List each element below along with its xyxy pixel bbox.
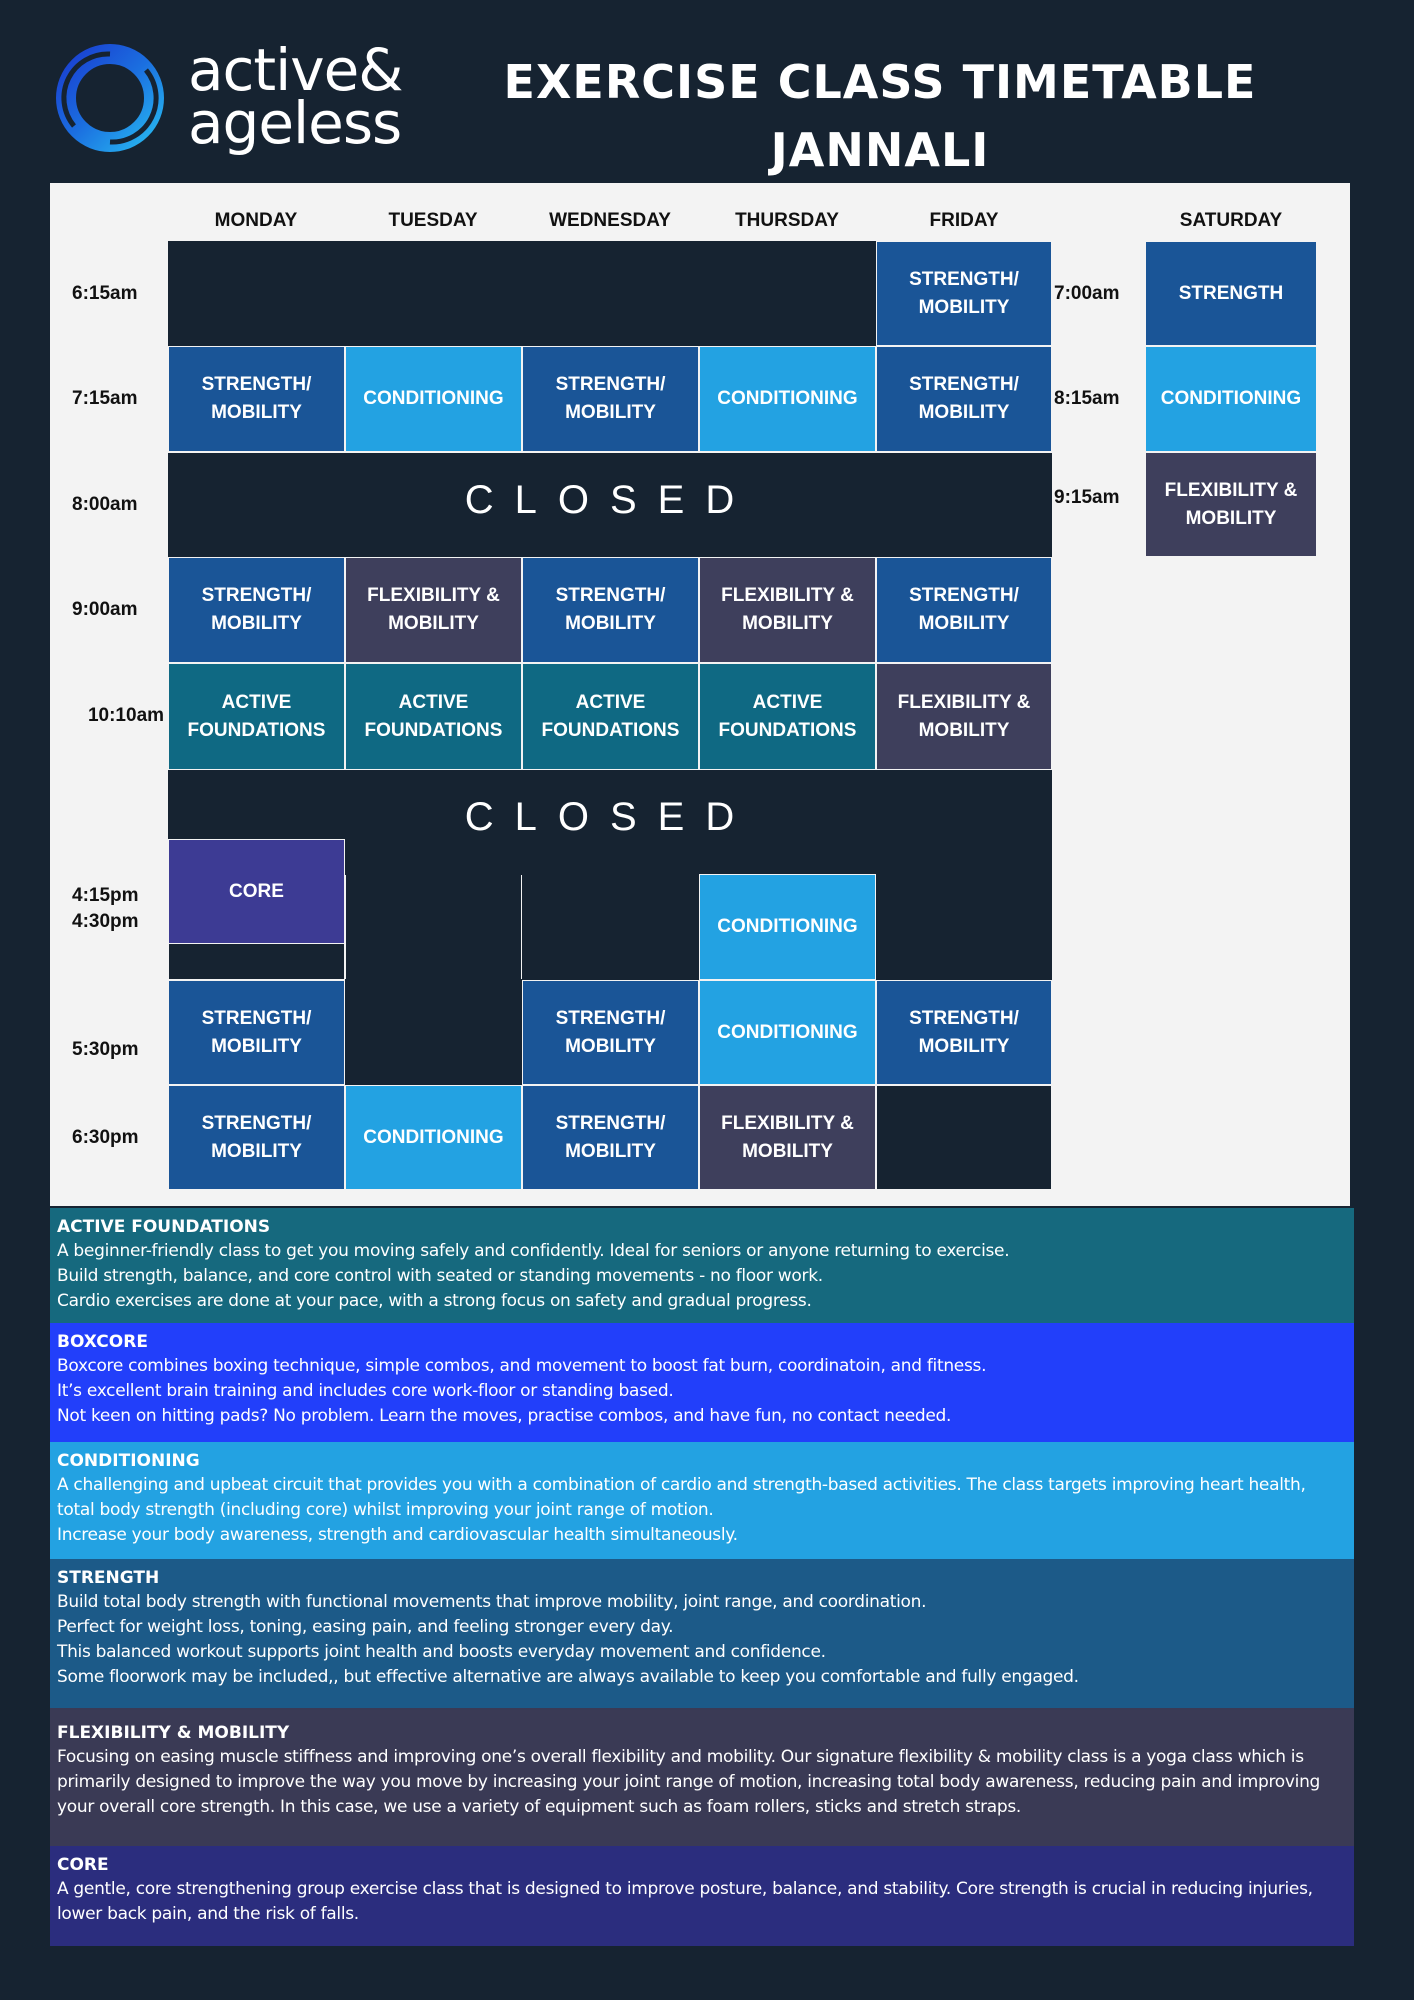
description-boxcore [50,1323,1354,1442]
description-line: A challenging and upbeat circuit that provides you with a combination of cardio and strength-based activities. The class targets improving heart health, total body strength (including core) whilst improving your joint range of motion. [57,1475,1306,1520]
class-cell-active-foundations[interactable]: ACTIVE FOUNDATIONS [522,663,699,770]
day-header-saturday: SATURDAY [1179,210,1283,231]
class-cell-strength-mobility[interactable]: STRENGTH/ MOBILITY [522,346,699,452]
time-label: 6:30pm [72,1127,139,1148]
day-header-tuesday: TUESDAY [388,210,478,231]
time-label-saturday: 8:15am [1054,388,1120,409]
time-label: 4:15pm [72,885,139,906]
description-line: Some floorwork may be included,, but effective alternative are always available to keep you comfortable and fully engaged. [57,1667,1079,1687]
class-cell-flexibility-mobility[interactable]: FLEXIBILITY & MOBILITY [1145,452,1317,557]
class-cell-core[interactable]: CORE [168,839,345,944]
class-cell-strength-mobility[interactable]: STRENGTH/ MOBILITY [876,346,1052,452]
description-line: It’s excellent brain training and includes core work-floor or standing based. [57,1381,674,1401]
time-label: 5:30pm [72,1039,139,1060]
closed-label: CLOSED [464,478,756,522]
description-line: Cardio exercises are done at your pace, with a strong focus on safety and gradual progress. [57,1291,812,1311]
time-label: 7:15am [72,388,138,409]
class-cell-conditioning[interactable]: CONDITIONING [345,1085,522,1190]
brand-logo-icon [54,42,166,154]
empty-slot-divider [345,875,522,979]
page-title [480,48,1280,184]
empty-slot [168,241,876,346]
time-label: 9:00am [72,599,138,620]
description-line: A beginner-friendly class to get you moving safely and confidently. Ideal for seniors or anyone returning to exercise. [57,1241,1010,1261]
description-line: Build total body strength with functional movements that improve mobility, joint range, and coordination. [57,1592,927,1612]
class-cell-strength-mobility[interactable]: STRENGTH/ MOBILITY [876,241,1052,346]
class-cell-strength[interactable]: STRENGTH [1145,241,1317,346]
class-cell-strength-mobility[interactable]: STRENGTH/ MOBILITY [522,1085,699,1190]
day-header-friday: FRIDAY [929,210,999,231]
description-line: Boxcore combines boxing technique, simple combos, and movement to boost fat burn, coordinatoin, and fitness. [57,1356,987,1376]
description-title: CORE [57,1855,109,1875]
class-cell-strength-mobility[interactable]: STRENGTH/ MOBILITY [522,557,699,663]
class-cell-strength-mobility[interactable]: STRENGTH/ MOBILITY [168,980,345,1085]
time-label: 4:30pm [72,911,139,932]
description-line: This balanced workout supports joint health and boosts everyday movement and confidence. [57,1642,826,1662]
day-header-monday: MONDAY [214,210,298,231]
logo-line-1: active& [188,36,403,104]
class-cell-conditioning[interactable]: CONDITIONING [345,346,522,452]
class-cell-flexibility-mobility[interactable]: FLEXIBILITY & MOBILITY [699,1085,876,1190]
class-cell-flexibility-mobility[interactable]: FLEXIBILITY & MOBILITY [699,557,876,663]
class-cell-flexibility-mobility[interactable]: FLEXIBILITY & MOBILITY [876,663,1052,770]
description-line: Perfect for weight loss, toning, easing pain, and feeling stronger every day. [57,1617,674,1637]
empty-slot-outline [168,944,345,980]
class-cell-strength-mobility[interactable]: STRENGTH/ MOBILITY [876,980,1052,1085]
description-title: FLEXIBILITY & MOBILITY [57,1723,290,1743]
description-line: Not keen on hitting pads? No problem. Learn the moves, practise combos, and have fun, no contact needed. [57,1406,952,1426]
logo-line-2: ageless [188,89,402,157]
class-cell-active-foundations[interactable]: ACTIVE FOUNDATIONS [699,663,876,770]
time-label-saturday: 7:00am [1054,283,1120,304]
day-header-thursday: THURSDAY [735,210,839,231]
time-label: 8:00am [72,494,138,515]
closed-label: CLOSED [464,795,756,839]
description-conditioning [50,1442,1354,1559]
description-line: A gentle, core strengthening group exercise class that is designed to improve posture, balance, and stability. Core strength is crucial in reducing injuries, lower back pain, and the risk of falls. [57,1879,1313,1924]
description-line: Focusing on easing muscle stiffness and improving one’s overall flexibility and mobility. Our signature flexibility & mobility class is a yoga class which is primarily designed to improve the way you move by increasing your joint range of motion, increasing total body awareness, reducing pain and improving your overall core strength. In this case, we use a variety of equipment such as foam rollers, sticks and stretch straps. [57,1747,1321,1817]
class-cell-flexibility-mobility[interactable]: FLEXIBILITY & MOBILITY [345,557,522,663]
class-cell-strength-mobility[interactable]: STRENGTH/ MOBILITY [168,557,345,663]
empty-slot-outline [876,1085,1052,1190]
class-cell-conditioning[interactable]: CONDITIONING [699,980,876,1085]
description-title: BOXCORE [57,1332,148,1352]
class-cell-conditioning[interactable]: CONDITIONING [699,346,876,452]
description-flexibility-mobility [50,1708,1354,1846]
time-label: 6:15am [72,283,138,304]
day-header-wednesday: WEDNESDAY [549,210,671,231]
class-cell-conditioning[interactable]: CONDITIONING [699,874,876,980]
class-cell-active-foundations[interactable]: ACTIVE FOUNDATIONS [168,663,345,770]
title-line-1: EXERCISE CLASS TIMETABLE [503,55,1257,109]
class-cell-active-foundations[interactable]: ACTIVE FOUNDATIONS [345,663,522,770]
description-title: ACTIVE FOUNDATIONS [57,1217,271,1237]
description-active-foundations [50,1208,1354,1323]
time-label: 10:10am [87,705,165,726]
class-cell-strength-mobility[interactable]: STRENGTH/ MOBILITY [522,980,699,1085]
class-cell-strength-mobility[interactable]: STRENGTH/ MOBILITY [876,557,1052,663]
description-line: Build strength, balance, and core control with seated or standing movements - no floor work. [57,1266,823,1286]
description-core [50,1846,1354,1946]
description-line: Increase your body awareness, strength and cardiovascular health simultaneously. [57,1525,738,1545]
time-label-saturday: 9:15am [1054,487,1120,508]
class-cell-conditioning[interactable]: CONDITIONING [1145,346,1317,452]
class-cell-strength-mobility[interactable]: STRENGTH/ MOBILITY [168,1085,345,1190]
description-title: CONDITIONING [57,1451,200,1471]
brand-logo-text [188,36,403,157]
description-strength [50,1559,1354,1708]
class-cell-strength-mobility[interactable]: STRENGTH/ MOBILITY [168,346,345,452]
title-line-2: JANNALI [770,123,990,177]
description-title: STRENGTH [57,1568,160,1588]
